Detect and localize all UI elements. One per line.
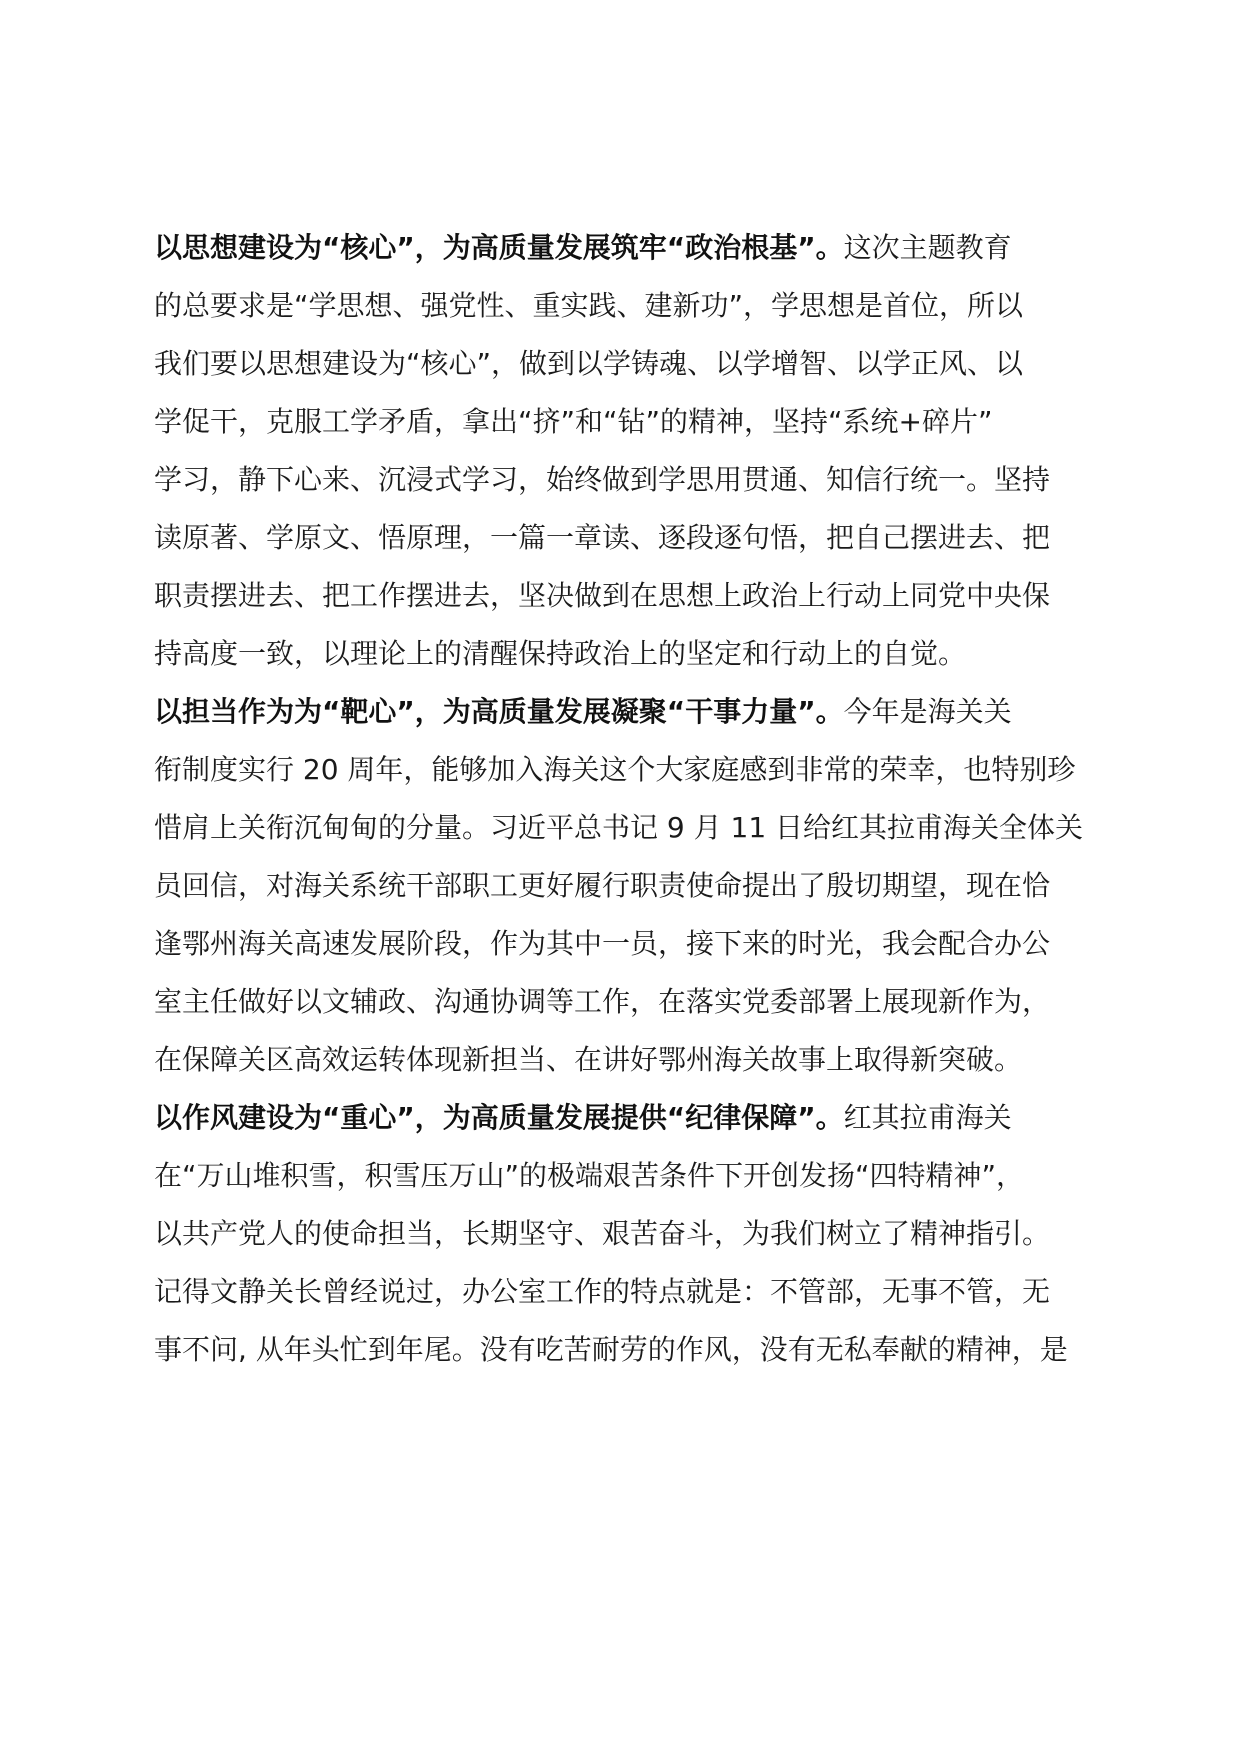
paragraph-2-line-7: 在保障关区高效运转体现新担当、在讲好鄂州海关故事上取得新突破。 — [154, 1043, 1023, 1076]
paragraph-1-line-2: 的总要求是“学思想、强党性、重实践、建新功”，学思想是首位，所以 — [154, 289, 1024, 322]
paragraph-heading: 以担当作为为“靶心”，为高质量发展凝聚“干事力量”。 — [154, 695, 844, 728]
paragraph-2-line-6: 室主任做好以文辅政、沟通协调等工作，在落实党委部署上展现新作为， — [154, 985, 1051, 1018]
paragraph-1-line-3: 我们要以思想建设为“核心”，做到以学铸魂、以学增智、以学正风、以 — [154, 347, 1024, 380]
paragraph-2-line-1 — [154, 692, 1012, 732]
paragraph-text: 这次主题教育 — [843, 231, 1012, 264]
paragraph-text: 红其拉甫海关 — [843, 1101, 1012, 1134]
paragraph-1-line-1 — [154, 228, 1012, 268]
paragraph-2-line-2: 衔制度实行 20 周年，能够加入海关这个大家庭感到非常的荣幸，也特别珍 — [154, 753, 1076, 786]
paragraph-3-line-5: 事不问, 从年头忙到年尾。没有吃苦耐劳的作风，没有无私奉献的精神，是 — [154, 1333, 1068, 1366]
paragraph-1-line-8: 持高度一致，以理论上的清醒保持政治上的坚定和行动上的自觉。 — [154, 637, 967, 670]
paragraph-text: 今年是海关关 — [843, 695, 1012, 728]
paragraph-2-line-4: 员回信，对海关系统干部职工更好履行职责使命提出了殷切期望，现在恰 — [154, 869, 1051, 902]
paragraph-2-line-5: 逢鄂州海关高速发展阶段，作为其中一员，接下来的时光，我会配合办公 — [154, 927, 1051, 960]
paragraph-heading: 以思想建设为“核心”，为高质量发展筑牢“政治根基”。 — [154, 231, 844, 264]
paragraph-2-line-3: 惜肩上关衔沉甸甸的分量。习近平总书记 9 月 11 日给红其拉甫海关全体关 — [154, 811, 1084, 844]
paragraph-1-line-6: 读原著、学原文、悟原理，一篇一章读、逐段逐句悟，把自己摆进去、把 — [154, 521, 1051, 554]
paragraph-3-line-1 — [154, 1098, 1012, 1138]
paragraph-heading: 以作风建设为“重心”，为高质量发展提供“纪律保障”。 — [154, 1101, 844, 1134]
paragraph-3-line-4: 记得文静关长曾经说过，办公室工作的特点就是：不管部，无事不管，无 — [154, 1275, 1051, 1308]
paragraph-1-line-7: 职责摆进去、把工作摆进去，坚决做到在思想上政治上行动上同党中央保 — [154, 579, 1051, 612]
paragraph-1-line-4: 学促干，克服工学矛盾，拿出“挤”和“钻”的精神，坚持“系统+碎片” — [154, 405, 993, 438]
paragraph-3-line-2: 在“万山堆积雪，积雪压万山”的极端艰苦条件下开创发扬“四特精神”， — [154, 1159, 1025, 1192]
paragraph-3-line-3: 以共产党人的使命担当，长期坚守、艰苦奋斗，为我们树立了精神指引。 — [154, 1217, 1051, 1250]
paragraph-1-line-5: 学习，静下心来、沉浸式学习，始终做到学思用贯通、知信行统一。坚持 — [154, 463, 1051, 496]
